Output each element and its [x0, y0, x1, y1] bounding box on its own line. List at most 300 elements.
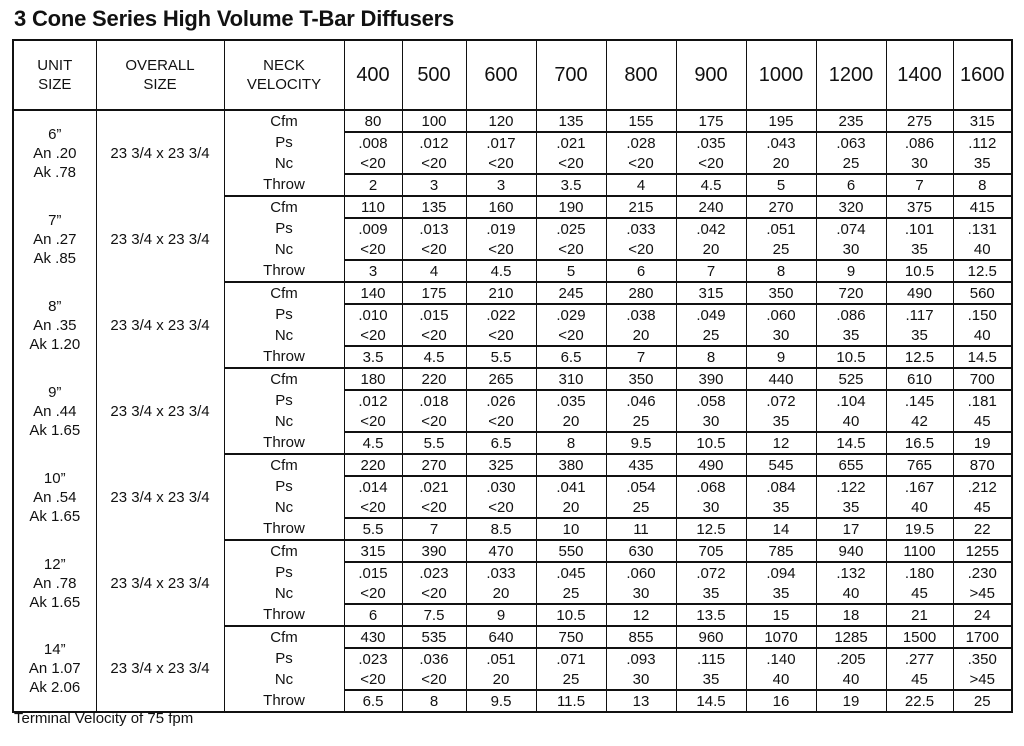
- value-cell: .071: [536, 648, 606, 669]
- value-cell: 430: [344, 626, 402, 648]
- value-cell: 8: [536, 432, 606, 454]
- value-cell: 20: [466, 669, 536, 690]
- value-cell: 240: [676, 196, 746, 218]
- value-cell: 35: [746, 411, 816, 432]
- value-cell: 30: [676, 411, 746, 432]
- value-cell: 7: [886, 174, 953, 196]
- parameter-label: Cfm: [224, 454, 344, 476]
- value-cell: .036: [402, 648, 466, 669]
- table-row: [13, 110, 1012, 132]
- value-cell: 30: [606, 669, 676, 690]
- value-cell: 5: [746, 174, 816, 196]
- value-cell: <20: [466, 153, 536, 174]
- value-cell: 6: [816, 174, 886, 196]
- value-cell: <20: [344, 583, 402, 604]
- overall-size-header: OVERALL SIZE: [96, 40, 224, 110]
- value-cell: 17: [816, 518, 886, 540]
- parameter-label: Ps: [224, 562, 344, 583]
- unit-size-size: 12”: [43, 555, 66, 573]
- value-cell: <20: [466, 497, 536, 518]
- value-cell: 40: [886, 497, 953, 518]
- value-cell: 35: [953, 153, 1012, 174]
- parameter-label: Cfm: [224, 626, 344, 648]
- value-cell: 6.5: [466, 432, 536, 454]
- value-cell: 16.5: [886, 432, 953, 454]
- value-cell: 270: [402, 454, 466, 476]
- value-cell: 8: [676, 346, 746, 368]
- value-cell: .112: [968, 134, 997, 152]
- value-cell: 30: [676, 497, 746, 518]
- value-cell: .035: [536, 390, 606, 411]
- footnote: Terminal Velocity of 75 fpm: [14, 710, 194, 727]
- value-cell: 40: [816, 583, 886, 604]
- value-cell: <20: [344, 497, 402, 518]
- value-cell: 785: [746, 540, 816, 562]
- value-cell: <20: [344, 669, 402, 690]
- unit-size-size: 7”: [48, 211, 62, 229]
- velocity-header: 800: [606, 40, 676, 110]
- value-cell: .072: [676, 562, 746, 583]
- value-cell: 1255: [953, 540, 1012, 562]
- value-cell: 25: [536, 669, 606, 690]
- value-cell: 110: [344, 196, 402, 218]
- value-cell: .205: [816, 648, 886, 669]
- unit-size-cell: [13, 626, 96, 712]
- value-cell: 12: [746, 432, 816, 454]
- unit-size-an: An .20: [33, 145, 77, 162]
- overall-size-cell: 23 3/4 x 23 3/4: [96, 282, 224, 368]
- parameter-label: Throw: [224, 174, 344, 196]
- value-cell: .117: [886, 304, 953, 325]
- value-cell: <20: [344, 325, 402, 346]
- value-cell: 30: [816, 239, 886, 260]
- parameter-label: Nc: [224, 497, 344, 518]
- overall-size-cell: 23 3/4 x 23 3/4: [96, 454, 224, 540]
- value-cell: <20: [676, 153, 746, 174]
- value-cell: 40: [816, 669, 886, 690]
- value-cell: 940: [816, 540, 886, 562]
- unit-size-cell: [13, 368, 96, 454]
- value-cell: <20: [606, 153, 676, 174]
- value-cell: 15: [746, 604, 816, 626]
- parameter-label: Ps: [224, 476, 344, 497]
- value-cell: 1285: [816, 626, 886, 648]
- value-cell: .051: [466, 648, 536, 669]
- value-cell: 275: [886, 110, 953, 132]
- table-row: [13, 368, 1012, 390]
- parameter-label: Throw: [224, 346, 344, 368]
- value-cell: .012: [344, 390, 402, 411]
- unit-size-cell: [13, 282, 96, 368]
- value-cell: .012: [402, 132, 466, 153]
- parameter-label: Throw: [224, 260, 344, 282]
- value-cell: <20: [402, 239, 466, 260]
- value-cell: 14: [746, 518, 816, 540]
- unit-size-size: 9”: [48, 383, 62, 401]
- value-cell: 705: [676, 540, 746, 562]
- value-cell: 135: [536, 110, 606, 132]
- value-cell: <20: [344, 411, 402, 432]
- value-cell: 380: [536, 454, 606, 476]
- value-cell: .104: [816, 390, 886, 411]
- value-cell: 20: [676, 239, 746, 260]
- value-cell: <20: [466, 411, 536, 432]
- unit-size-an: An .44: [33, 402, 77, 420]
- value-cell: 12.5: [953, 260, 1012, 282]
- value-cell: 440: [746, 368, 816, 390]
- value-cell: .038: [606, 304, 676, 325]
- value-cell: .212: [967, 478, 997, 496]
- value-cell: <20: [536, 153, 606, 174]
- unit-size-an: An .35: [33, 316, 77, 334]
- parameter-label: Ps: [224, 304, 344, 325]
- table-row: [13, 196, 1012, 218]
- value-cell: 220: [402, 368, 466, 390]
- unit-size-ak: Ak 1.20: [29, 335, 81, 353]
- parameter-label: Throw: [224, 518, 344, 540]
- value-cell: 35: [676, 669, 746, 690]
- value-cell: 350: [606, 368, 676, 390]
- value-cell: <20: [402, 153, 466, 174]
- value-cell: .094: [746, 562, 816, 583]
- value-cell: 3: [344, 260, 402, 282]
- value-cell: .033: [606, 218, 676, 239]
- value-cell: 35: [816, 497, 886, 518]
- value-cell: <20: [402, 583, 466, 604]
- value-cell: <20: [402, 669, 466, 690]
- value-cell: 25: [676, 325, 746, 346]
- value-cell: 155: [606, 110, 676, 132]
- value-cell: .046: [606, 390, 676, 411]
- unit-size-an: An 1.07: [28, 660, 81, 677]
- unit-size-header: UNIT SIZE: [13, 40, 96, 110]
- value-cell: .140: [746, 648, 816, 669]
- parameter-label: Throw: [224, 604, 344, 626]
- value-cell: .049: [676, 304, 746, 325]
- value-cell: .145: [886, 390, 953, 411]
- table-row: [13, 282, 1012, 304]
- value-cell: 2: [344, 174, 402, 196]
- value-cell: 4: [402, 260, 466, 282]
- value-cell: 325: [466, 454, 536, 476]
- value-cell: <20: [466, 325, 536, 346]
- value-cell: .122: [816, 476, 886, 497]
- value-cell: 35: [816, 325, 886, 346]
- value-cell: 655: [816, 454, 886, 476]
- value-cell: 350: [746, 282, 816, 304]
- value-cell: 280: [606, 282, 676, 304]
- value-cell: .181: [967, 392, 997, 410]
- value-cell: 4.5: [402, 346, 466, 368]
- value-cell: 525: [816, 368, 886, 390]
- value-cell: 220: [344, 454, 402, 476]
- value-cell: >45: [953, 669, 1012, 690]
- value-cell: <20: [402, 411, 466, 432]
- value-cell: 13.5: [676, 604, 746, 626]
- value-cell: .023: [344, 648, 402, 669]
- value-cell: 40: [816, 411, 886, 432]
- value-cell: 630: [606, 540, 676, 562]
- value-cell: 30: [886, 153, 953, 174]
- unit-size-size: 8”: [48, 297, 62, 315]
- value-cell: 5.5: [344, 518, 402, 540]
- value-cell: 190: [536, 196, 606, 218]
- unit-size-size: 6”: [48, 126, 62, 143]
- value-cell: 20: [536, 411, 606, 432]
- parameter-label: Nc: [224, 325, 344, 346]
- value-cell: 470: [466, 540, 536, 562]
- value-cell: .042: [676, 218, 746, 239]
- value-cell: 7.5: [402, 604, 466, 626]
- value-cell: 310: [536, 368, 606, 390]
- unit-size-an: An .54: [33, 488, 77, 506]
- value-cell: 545: [746, 454, 816, 476]
- value-cell: 175: [676, 110, 746, 132]
- value-cell: 100: [402, 110, 466, 132]
- value-cell: 435: [606, 454, 676, 476]
- value-cell: 560: [953, 282, 1012, 304]
- unit-size-cell: [13, 454, 96, 540]
- value-cell: .018: [402, 390, 466, 411]
- value-cell: 35: [746, 583, 816, 604]
- value-cell: 8.5: [466, 518, 536, 540]
- value-cell: 8: [746, 260, 816, 282]
- value-cell: 135: [402, 196, 466, 218]
- value-cell: .009: [344, 218, 402, 239]
- value-cell: 315: [676, 282, 746, 304]
- unit-size-an: An .78: [33, 574, 77, 592]
- value-cell: .180: [886, 562, 953, 583]
- value-cell: 490: [886, 282, 953, 304]
- value-cell: .028: [606, 132, 676, 153]
- value-cell: 20: [536, 497, 606, 518]
- page-title: 3 Cone Series High Volume T-Bar Diffusers: [14, 6, 455, 31]
- value-cell: 750: [536, 626, 606, 648]
- velocity-header: 1200: [816, 40, 886, 110]
- parameter-label: Cfm: [224, 368, 344, 390]
- value-cell: 40: [953, 325, 1012, 346]
- value-cell: .017: [466, 132, 536, 153]
- value-cell: 3.5: [536, 174, 606, 196]
- value-cell: 180: [344, 368, 402, 390]
- value-cell: 3: [402, 174, 466, 196]
- parameter-label: Throw: [224, 690, 344, 712]
- velocity-header: 500: [402, 40, 466, 110]
- unit-size-cell: [13, 110, 96, 196]
- unit-size-cell: [13, 196, 96, 282]
- value-cell: 390: [402, 540, 466, 562]
- parameter-label: Nc: [224, 153, 344, 174]
- parameter-label: Ps: [224, 390, 344, 411]
- value-cell: 40: [746, 669, 816, 690]
- value-cell: >45: [953, 583, 1012, 604]
- value-cell: 1070: [746, 626, 816, 648]
- value-cell: 195: [746, 110, 816, 132]
- value-cell: 45: [886, 669, 953, 690]
- value-cell: 3.5: [344, 346, 402, 368]
- value-cell: 12.5: [676, 518, 746, 540]
- value-cell: .019: [466, 218, 536, 239]
- value-cell: 42: [886, 411, 953, 432]
- value-cell: 4: [606, 174, 676, 196]
- value-cell: 16: [746, 690, 816, 712]
- unit-size-ak: Ak .85: [33, 249, 77, 267]
- table-row: [13, 454, 1012, 476]
- value-cell: .045: [536, 562, 606, 583]
- value-cell: .015: [344, 562, 402, 583]
- value-cell: .115: [676, 648, 746, 669]
- value-cell: 700: [953, 368, 1012, 390]
- table-row: [13, 540, 1012, 562]
- value-cell: .035: [676, 132, 746, 153]
- velocity-header: 400: [344, 40, 402, 110]
- value-cell: <20: [344, 239, 402, 260]
- unit-size-an: An .27: [33, 230, 77, 248]
- value-cell: 10: [536, 518, 606, 540]
- value-cell: 45: [886, 583, 953, 604]
- overall-size-cell: 23 3/4 x 23 3/4: [96, 196, 224, 282]
- value-cell: <20: [402, 497, 466, 518]
- value-cell: <20: [402, 325, 466, 346]
- value-cell: 6: [606, 260, 676, 282]
- parameter-label: Nc: [224, 239, 344, 260]
- table-row: [13, 626, 1012, 648]
- value-cell: 19: [816, 690, 886, 712]
- value-cell: .167: [886, 476, 953, 497]
- value-cell: 7: [676, 260, 746, 282]
- value-cell: 14.5: [953, 346, 1012, 368]
- value-cell: 120: [466, 110, 536, 132]
- value-cell: 10.5: [816, 346, 886, 368]
- value-cell: 9.5: [466, 690, 536, 712]
- value-cell: 6.5: [536, 346, 606, 368]
- velocity-header: 1000: [746, 40, 816, 110]
- header-row: [13, 40, 1012, 110]
- value-cell: 870: [953, 454, 1012, 476]
- value-cell: 25: [953, 690, 1012, 712]
- value-cell: 10.5: [536, 604, 606, 626]
- value-cell: 490: [676, 454, 746, 476]
- value-cell: .026: [466, 390, 536, 411]
- unit-size-ak: Ak 1.65: [29, 421, 81, 439]
- parameter-label: Nc: [224, 583, 344, 604]
- value-cell: 11.5: [536, 690, 606, 712]
- value-cell: .058: [676, 390, 746, 411]
- value-cell: 415: [953, 196, 1012, 218]
- value-cell: 9: [816, 260, 886, 282]
- value-cell: .015: [402, 304, 466, 325]
- value-cell: .350: [967, 650, 997, 668]
- overall-size-cell: 23 3/4 x 23 3/4: [96, 626, 224, 712]
- value-cell: 7: [402, 518, 466, 540]
- unit-size-size: 14”: [43, 641, 66, 658]
- value-cell: 18: [816, 604, 886, 626]
- value-cell: 14.5: [816, 432, 886, 454]
- value-cell: 215: [606, 196, 676, 218]
- value-cell: .021: [402, 476, 466, 497]
- value-cell: 315: [344, 540, 402, 562]
- value-cell: 30: [746, 325, 816, 346]
- value-cell: 40: [953, 239, 1012, 260]
- velocity-header: 1400: [886, 40, 953, 110]
- value-cell: 25: [746, 239, 816, 260]
- value-cell: <20: [536, 325, 606, 346]
- value-cell: 13: [606, 690, 676, 712]
- value-cell: .132: [816, 562, 886, 583]
- velocity-header: 600: [466, 40, 536, 110]
- value-cell: 22.5: [886, 690, 953, 712]
- value-cell: 6.5: [344, 690, 402, 712]
- value-cell: .060: [746, 304, 816, 325]
- value-cell: .084: [746, 476, 816, 497]
- value-cell: 12: [606, 604, 676, 626]
- value-cell: 35: [746, 497, 816, 518]
- value-cell: 35: [886, 325, 953, 346]
- value-cell: .033: [466, 562, 536, 583]
- value-cell: .277: [886, 648, 953, 669]
- value-cell: 19: [953, 432, 1012, 454]
- parameter-label: Nc: [224, 411, 344, 432]
- value-cell: 1100: [886, 540, 953, 562]
- unit-size-ak: Ak .78: [33, 164, 77, 181]
- value-cell: 35: [886, 239, 953, 260]
- value-cell: 8: [402, 690, 466, 712]
- value-cell: .030: [466, 476, 536, 497]
- value-cell: 35: [676, 583, 746, 604]
- diffuser-performance-table: [12, 39, 1013, 713]
- value-cell: 25: [816, 153, 886, 174]
- value-cell: 9: [466, 604, 536, 626]
- value-cell: .008: [344, 132, 402, 153]
- velocity-header: 700: [536, 40, 606, 110]
- value-cell: 25: [606, 411, 676, 432]
- value-cell: 765: [886, 454, 953, 476]
- value-cell: <20: [536, 239, 606, 260]
- overall-size-cell: 23 3/4 x 23 3/4: [96, 110, 224, 196]
- value-cell: .021: [536, 132, 606, 153]
- value-cell: 160: [466, 196, 536, 218]
- value-cell: 25: [606, 497, 676, 518]
- velocity-header: 900: [676, 40, 746, 110]
- overall-size-cell: 23 3/4 x 23 3/4: [96, 368, 224, 454]
- value-cell: 1500: [886, 626, 953, 648]
- value-cell: 80: [344, 110, 402, 132]
- parameter-label: Throw: [224, 432, 344, 454]
- value-cell: 45: [953, 497, 1012, 518]
- value-cell: 140: [344, 282, 402, 304]
- value-cell: 175: [402, 282, 466, 304]
- value-cell: 535: [402, 626, 466, 648]
- overall-size-cell: 23 3/4 x 23 3/4: [96, 540, 224, 626]
- value-cell: 4.5: [676, 174, 746, 196]
- value-cell: 390: [676, 368, 746, 390]
- value-cell: .230: [967, 564, 997, 582]
- value-cell: <20: [344, 153, 402, 174]
- value-cell: .022: [466, 304, 536, 325]
- value-cell: 25: [536, 583, 606, 604]
- parameter-label: Ps: [224, 218, 344, 239]
- velocity-header: 1600: [953, 40, 1012, 110]
- value-cell: 12.5: [886, 346, 953, 368]
- value-cell: .054: [606, 476, 676, 497]
- value-cell: .029: [536, 304, 606, 325]
- value-cell: 1700: [953, 626, 1012, 648]
- value-cell: 5.5: [402, 432, 466, 454]
- parameter-label: Nc: [224, 669, 344, 690]
- value-cell: .060: [606, 562, 676, 583]
- unit-size-ak: Ak 2.06: [29, 679, 81, 696]
- value-cell: .063: [816, 132, 886, 153]
